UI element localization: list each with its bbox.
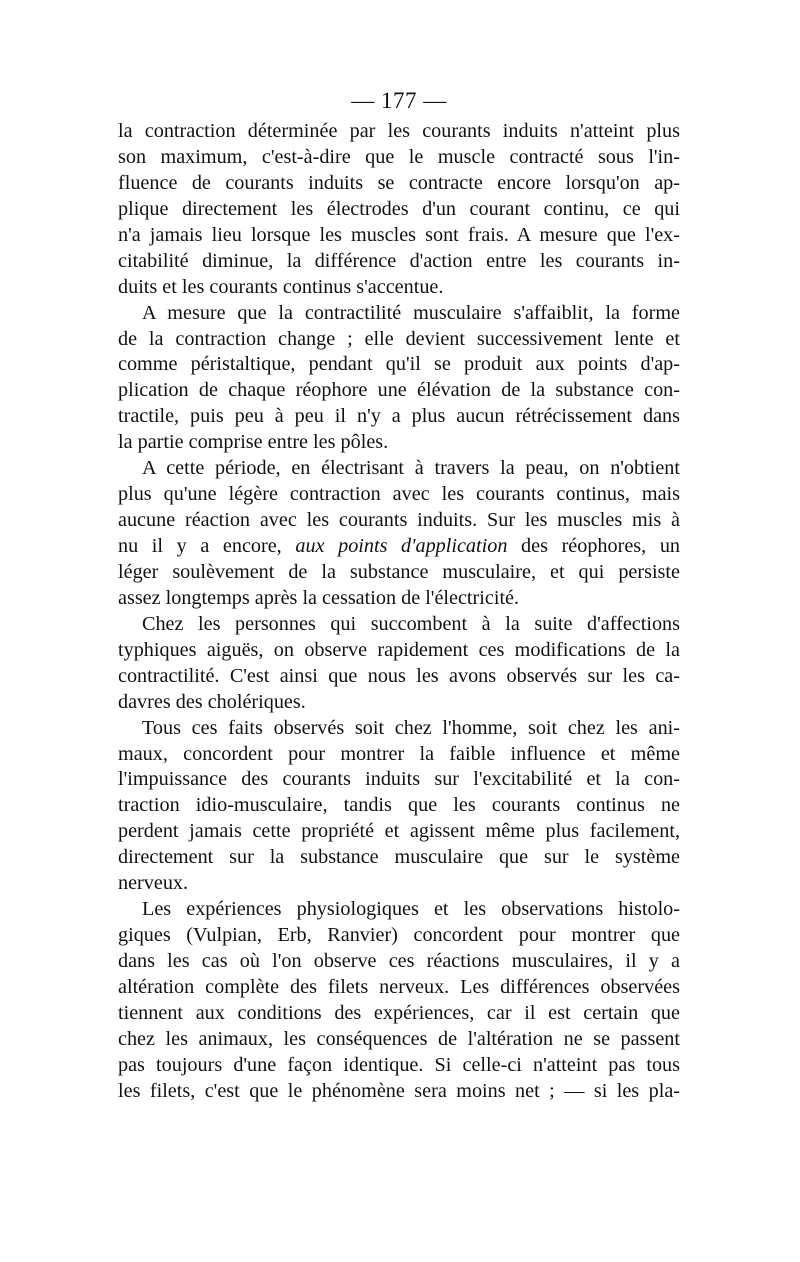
text-line: chez les animaux, les conséquences de l'altération ne se passent: [118, 1027, 680, 1050]
page-number: — 177 —: [351, 88, 447, 113]
text-line: nerveux.: [118, 872, 189, 895]
italic-phrase: aux points d'application: [295, 535, 508, 557]
text-line: altération complète des filets nerveux. Les différences observées: [118, 975, 680, 998]
page-text-body: [118, 119, 680, 1105]
text-line: son maximum, c'est-à-dire que le muscle contracté sous l'in-: [118, 145, 680, 168]
text-line: comme péristaltique, pendant qu'il se produit aux points d'ap-: [118, 353, 680, 376]
text-line: plus qu'une légère contraction avec les courants continus, mais: [118, 483, 680, 506]
book-page: [118, 86, 680, 1105]
text-line: la contraction déterminée par les courants induits n'atteint plus: [118, 120, 680, 142]
text-line: de la contraction change ; elle devient successivement lente et: [118, 327, 680, 350]
text-line: typhiques aiguës, on observe rapidement ces modifications de la: [118, 638, 680, 661]
text-line: directement sur la substance musculaire que sur le système: [118, 846, 680, 869]
text-line: citabilité diminue, la différence d'action entre les courants in-: [118, 249, 680, 272]
text-line: dans les cas où l'on observe ces réactions musculaires, il y a: [118, 950, 680, 972]
text-line: tiennent aux conditions des expériences, car il est certain que: [118, 1001, 680, 1024]
text-line: contractilité. C'est ainsi que nous les avons observés sur les ca-: [118, 664, 680, 687]
text-line: traction idio-musculaire, tandis que les courants continus ne: [118, 794, 680, 817]
text-line: assez longtemps après la cessation de l'électricité.: [118, 586, 520, 609]
text-line: l'impuissance des courants induits sur l'excitabilité et la con-: [118, 768, 680, 791]
text-line: fluence de courants induits se contracte encore lorsqu'on ap-: [118, 171, 680, 194]
text-line: nu il y a encore, aux points d'application des réophores, un: [118, 535, 681, 557]
text-line: A mesure que la contractilité musculaire s'affaiblit, la forme: [142, 301, 680, 324]
text-line: pas toujours d'une façon identique. Si celle-ci n'atteint pas tous: [118, 1053, 680, 1076]
text-line: la partie comprise entre les pôles.: [118, 431, 389, 454]
text-line: n'a jamais lieu lorsque les muscles sont frais. A mesure que l'ex-: [118, 223, 680, 246]
text-line: plication de chaque réophore une élévation de la substance con-: [118, 379, 680, 402]
text-line: duits et les courants continus s'accentue.: [118, 275, 444, 298]
text-line: Tous ces faits observés soit chez l'homme, soit chez les ani-: [142, 716, 680, 739]
text-line: Les expériences physiologiques et les observations histolo-: [142, 898, 680, 921]
text-line: davres des cholériques.: [118, 690, 306, 713]
text-line: giques (Vulpian, Erb, Ranvier) concordent pour montrer que: [118, 924, 680, 947]
text-line: léger soulèvement de la substance musculaire, et qui persiste: [118, 560, 680, 583]
text-line: plique directement les électrodes d'un courant continu, ce qui: [118, 197, 680, 220]
text-line: perdent jamais cette propriété et agissent même plus facilement,: [118, 820, 680, 843]
text-line: maux, concordent pour montrer la faible influence et même: [118, 742, 680, 765]
text-line: A cette période, en électrisant à travers la peau, on n'obtient: [142, 457, 680, 480]
text-line: tractile, puis peu à peu il n'y a plus aucun rétrécissement dans: [118, 405, 680, 428]
text-line: les filets, c'est que le phénomène sera moins net ; — si les pla-: [118, 1079, 680, 1102]
text-line: aucune réaction avec les courants induits. Sur les muscles mis à: [118, 509, 680, 532]
text-line: Chez les personnes qui succombent à la suite d'affections: [142, 612, 680, 635]
